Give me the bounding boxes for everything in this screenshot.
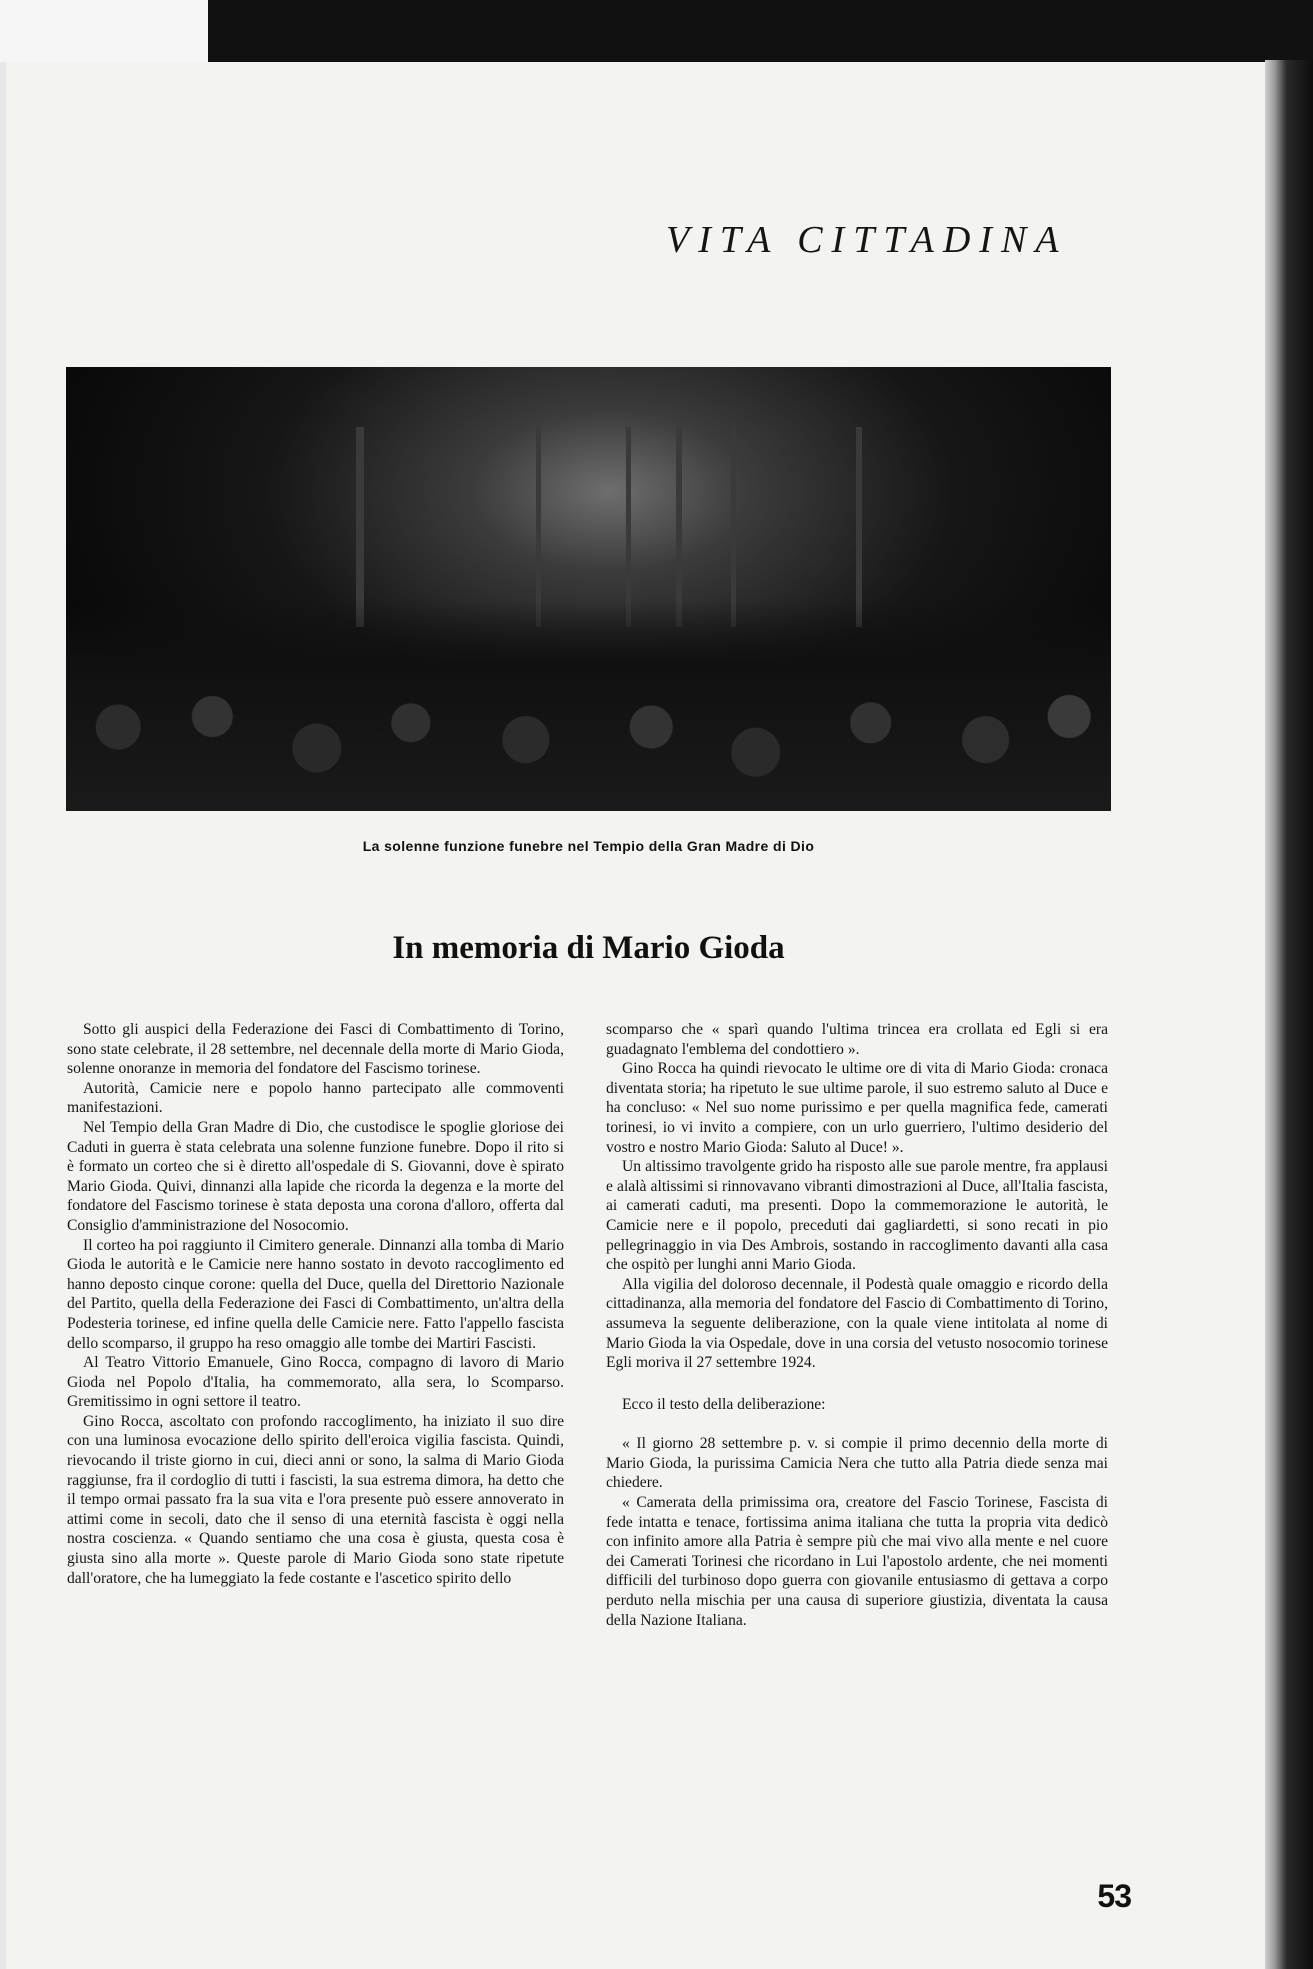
paragraph: Il corteo ha poi raggiunto il Cimitero generale. Dinnanzi alla tomba di Mario Gioda le autorità e le Camicie nere hanno sostato in devoto raccoglimento ed hanno deposto cinque corone: quella del Duce, quella del Direttorio Nazionale del Partito, quella della Federazione dei Fasci di Combattimento, un'altra della Podesteria torinese, ed infine quella delle Camicie nere. Fatto l'appello fascista dello scomparso, il gruppo ha reso omaggio alle tombe dei Martiri Fascisti. [67,1236,564,1352]
section-title: VITA CITTADINA [666,219,1068,261]
page-number: 53 [1097,1878,1131,1914]
article-title: In memoria di Mario Gioda [392,930,785,966]
paragraph: scomparso che « sparì quando l'ultima trincea era crollata ed Egli si era guadagnato l'emblema del condottiero ». [606,1021,1108,1058]
scan-border-right [1265,60,1313,1969]
paragraph: Sotto gli auspici della Federazione dei Fasci di Combattimento di Torino, sono state celebrate, il 28 settembre, nel decennale della morte di Mario Gioda, solenne onoranze in memoria del fondatore del Fascismo torinese. [67,1021,564,1078]
paragraph: Gino Rocca, ascoltato con profondo raccoglimento, ha iniziato il suo dire con una luminosa evocazione dello spirito dell'eroica vigilia fascista. Quindi, rievocando il triste giorno in cui, dieci anni or sono, la salma di Mario Gioda raggiunse, fra il cordoglio di tutti i fascisti, la sua estrema dimora, ha detto che il tempo ormai passato fra la sua vita e l'ora presente può essere annoverato in attimi come in secoli, dato che il senso di una eternità fascista è oggi nella nostra coscienza. « Quando sentiamo che una cosa è giusta, questa cosa è giusta sino alla morte ». Queste parole di Mario Gioda sono state ripetute dall'oratore, che ha lumeggiato la fede costante e l'ascetico spirito dello [67,1412,564,1587]
paragraph: Al Teatro Vittorio Emanuele, Gino Rocca, compagno di lavoro di Mario Gioda nel Popolo d'Italia, ha commemorato, alla sera, lo Scomparso. Gremitissimo in ogni settore il teatro. [67,1354,564,1411]
paragraph: Ecco il testo della deliberazione: [622,1395,826,1413]
paragraph: Autorità, Camicie nere e popolo hanno partecipato alle commoventi manifestazioni. [67,1079,564,1117]
funeral-photo [66,367,1111,811]
magazine-page [6,62,1268,1969]
paragraph: Nel Tempio della Gran Madre di Dio, che custodisce le spoglie gloriose dei Caduti in guerra è stata celebrata una solenne funzione funebre. Dopo il rito si è formato un corteo che si è diretto all'ospedale di S. Giovanni, dove è spirato Mario Gioda. Quivi, dinnanzi alla lapide che ricorda la degenza e la morte del fondatore del Fascismo torinese è stata deposta una corona d'alloro, offerta dal Consiglio d'amministrazione del Nosocomio. [67,1118,564,1234]
article-right-column [606,1020,1108,1630]
paragraph: Gino Rocca ha quindi rievocato le ultime ore di vita di Mario Gioda: cronaca diventata storia; ha ripetuto le sue ultime parole, il suo estremo saluto al Duce e ha concluso: « Nel suo nome purissimo e per quella magnifica fede, camerati torinesi, io vi invito a compiere, con un urlo guerriero, l'ultimo desiderio del vostro e nostro Mario Gioda: Saluto al Duce! ». [606,1060,1108,1156]
paragraph: « Camerata della primissima ora, creatore del Fascio Torinese, Fascista di fede intatta e tenace, fortissima anima italiana che tutta la propria vita dedicò con infinito amore alla Patria è sempre più che mai vivo alla mente e nel cuore dei Camerati Torinesi che ricordano in Lui l'apostolo ardente, che nei momenti difficili del turbinoso dopo guerra con giovanile entusiasmo di gettava a corpo perduto nella mischia per una causa di superiore giustizia, diventata la causa della Nazione Italiana. [606,1494,1108,1629]
paragraph: Un altissimo travolgente grido ha risposto alle sue parole mentre, fra applausi e alalà altissimi si rinnovavano vibranti dimostrazioni al Duce, all'Italia fascista, ai camerati caduti, ma presenti. Dopo la commemorazione le autorità, le Camicie nere e il popolo, preceduti dai gagliardetti, si sono recati in pio pellegrinaggio in via Des Ambrois, sostando in raccoglimento davanti alla casa che ospitò per lunghi anni Mario Gioda. [606,1158,1108,1274]
article-left-column [67,1020,564,1588]
crowd-silhouettes [66,601,1111,811]
paragraph: « Il giorno 28 settembre p. v. si compie il primo decennio della morte di Mario Gioda, la purissima Camicia Nera che tutto alla Patria diede senza mai chiedere. [606,1435,1108,1492]
paragraph: Alla vigilia del doloroso decennale, il Podestà quale omaggio e ricordo della cittadinanza, alla memoria del fondatore del Fascio di Combattimento di Torino, assumeva la seguente deliberazione, con la quale viene intitolata al nome di Mario Gioda la via Ospedale, dove in una corsia del vetusto nosocomio torinese Egli moriva il 27 settembre 1924. [606,1275,1108,1372]
scan-border-corner [0,0,208,62]
photo-caption: La solenne funzione funebre nel Tempio della Gran Madre di Dio [362,838,815,854]
